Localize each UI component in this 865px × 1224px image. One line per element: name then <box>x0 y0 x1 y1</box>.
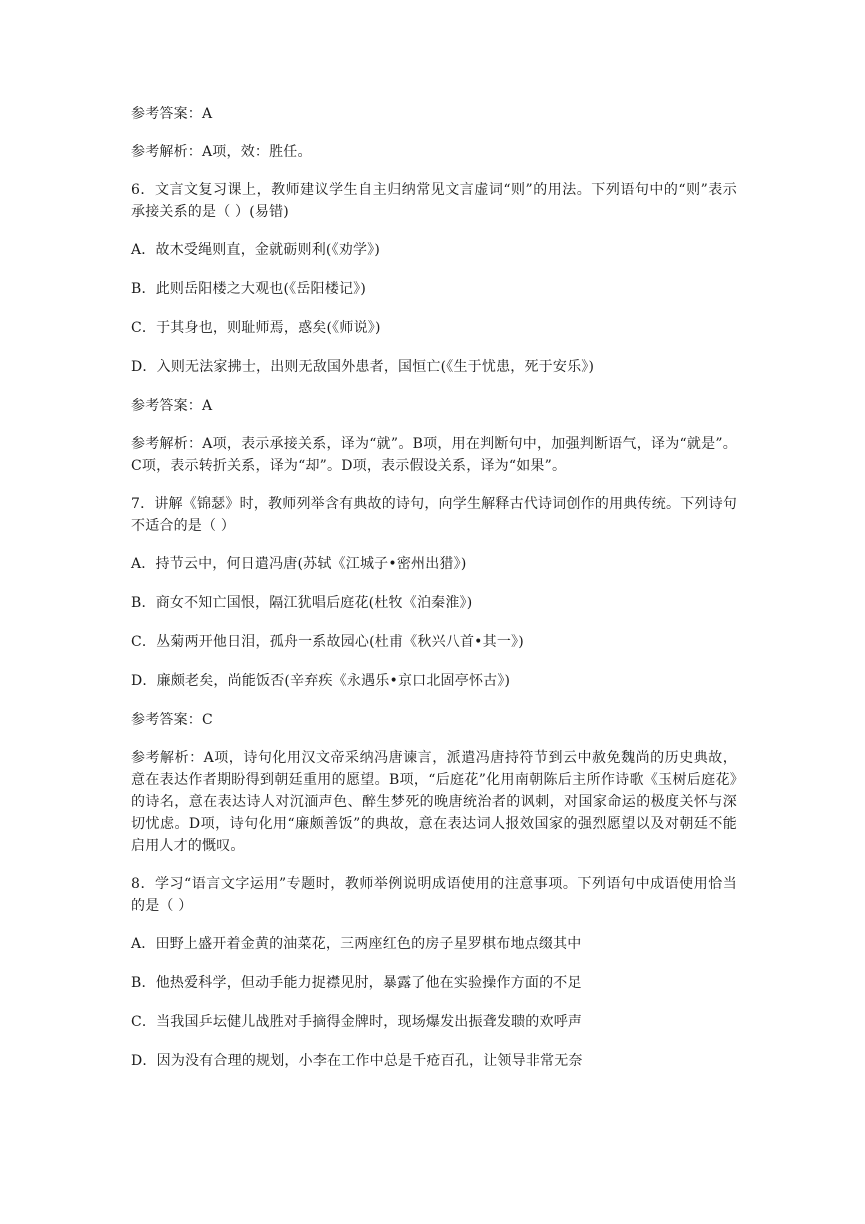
option-b: B．他热爱科学，但动手能力捉襟见肘，暴露了他在实验操作方面的不足 <box>131 975 582 991</box>
analysis-text: 参考解析：A项，诗句化用汉文帝采纳冯唐谏言，派遣冯唐持符节到云中赦免魏尚的历史典故，意在表达作者期盼得到朝廷重用的愿望。B项，“后庭花”化用南朝陈后主所作诗歌《玉树后庭花》的诗名，意在表达诗人对沉湎声色、醉生梦死的晚唐统治者的讽刺，对国家命运的极度关怀与深切忧虑。D项，诗句化用“廉颇善饭”的典故，意在表达词人报效国家的强烈愿望以及对朝廷不能启用人才的慨叹。 <box>131 750 737 854</box>
option-d: D．廉颇老矣，尚能饭否(辛弃疾《永遇乐•京口北固亭怀古》) <box>131 673 511 689</box>
analysis-text: 参考解析：A项，表示承接关系，译为“就”。B项，用在判断句中，加强判断语气，译为“就是”。C项，表示转折关系，译为“却”。D项，表示假设关系，译为“如果”。 <box>131 436 737 474</box>
question-8: 8．学习“语言文字运用”专题时，教师举例说明成语使用的注意事项。下列语句中成语使用恰当的是（ ） <box>131 876 737 914</box>
option-b: B．此则岳阳楼之大观也(《岳阳楼记》) <box>131 281 367 297</box>
option-d: D．入则无法家拂士，出则无敌国外患者，国恒亡(《生于忧患，死于安乐》) <box>131 359 595 375</box>
answer-text: 参考答案：C <box>131 712 213 728</box>
question-7: 7．讲解《锦瑟》时，教师列举含有典故的诗句，向学生解释古代诗词创作的用典传统。下列诗句不适合的是（ ） <box>131 496 737 534</box>
analysis-text: 参考解析：A项，效：胜任。 <box>131 144 312 160</box>
answer-text: 参考答案：A <box>131 106 213 122</box>
option-d: D．因为没有合理的规划，小李在工作中总是千疮百孔，让领导非常无奈 <box>131 1053 583 1069</box>
option-c: C．当我国乒坛健儿战胜对手摘得金牌时，现场爆发出振聋发聩的欢呼声 <box>131 1014 583 1030</box>
option-b: B．商女不知亡国恨，隔江犹唱后庭花(杜牧《泊秦淮》) <box>131 595 473 611</box>
option-a: A．故木受绳则直，金就砺则利(《劝学》) <box>131 242 381 258</box>
option-a: A．田野上盛开着金黄的油菜花，三两座红色的房子星罗棋布地点缀其中 <box>131 936 582 952</box>
option-c: C．于其身也，则耻师焉，惑矣(《师说》) <box>131 320 381 336</box>
answer-text: 参考答案：A <box>131 398 213 414</box>
document-page <box>131 103 737 1089</box>
option-c: C．丛菊两开他日泪，孤舟一系故园心(杜甫《秋兴八首•其一》) <box>131 634 524 650</box>
option-a: A．持节云中，何日遣冯唐(苏轼《江城子•密州出猎》) <box>131 556 467 572</box>
question-6: 6．文言文复习课上，教师建议学生自主归纳常见文言虚词“则”的用法。下列语句中的“则”表示承接关系的是（ ）(易错) <box>131 182 737 220</box>
